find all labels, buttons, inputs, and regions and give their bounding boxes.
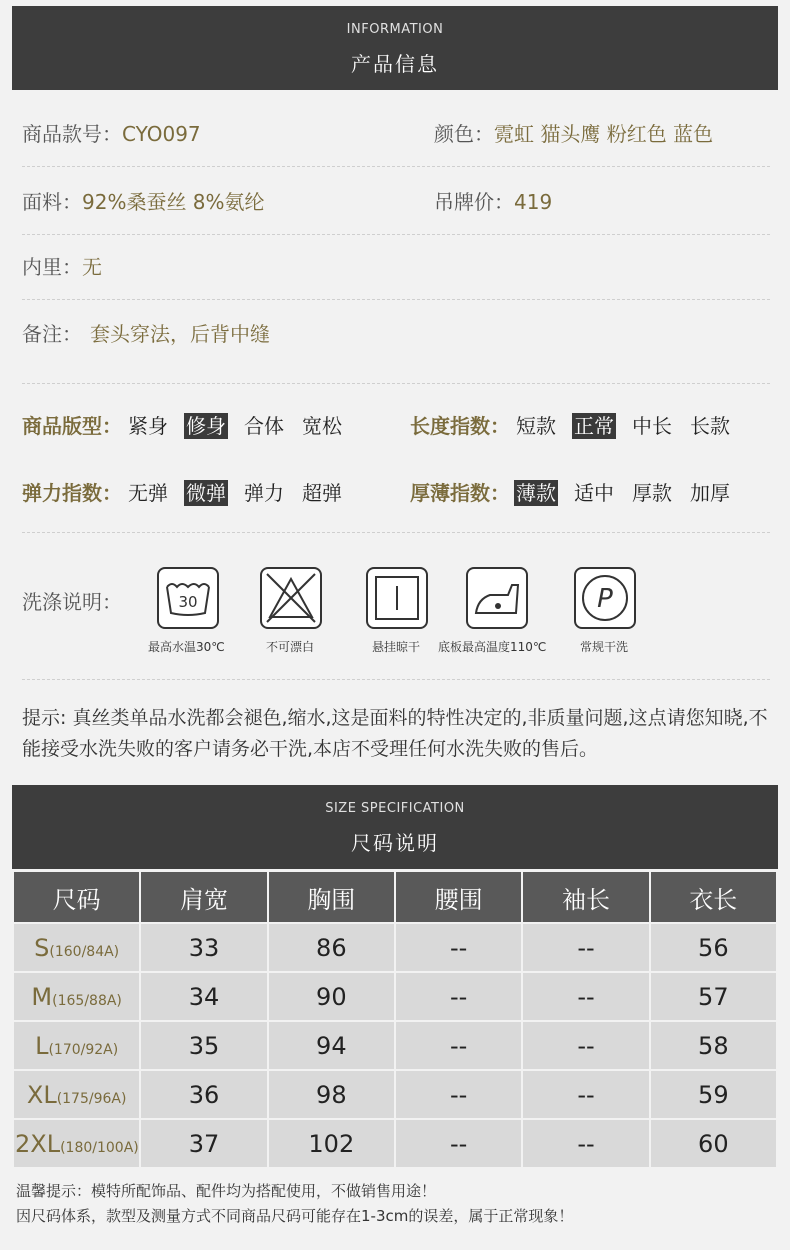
attr-option: 长款 — [690, 414, 730, 438]
attr-option: 中长 — [632, 414, 672, 438]
lining-row — [22, 251, 102, 280]
table-cell: 37 — [140, 1119, 267, 1168]
info-header-en: INFORMATION — [346, 22, 444, 37]
size-table-header — [13, 871, 777, 923]
size-cell — [13, 1070, 140, 1119]
size-table — [12, 870, 778, 1169]
size-code: S — [34, 933, 50, 962]
remark-row — [22, 318, 270, 347]
attr-option: 短款 — [516, 414, 556, 438]
col-header: 肩宽 — [140, 871, 267, 923]
care-text: 常规干洗 — [580, 640, 629, 654]
no-bleach-icon — [260, 567, 322, 629]
table-row — [13, 923, 777, 972]
table-cell: -- — [522, 1021, 649, 1070]
table-cell: 60 — [650, 1119, 777, 1168]
lining-label: 内里： — [22, 255, 82, 279]
size-header-en: SIZE SPECIFICATION — [325, 801, 465, 816]
size-spec: (180/100A) — [60, 1139, 139, 1156]
size-spec: (160/84A) — [49, 943, 120, 960]
table-cell: -- — [522, 1070, 649, 1119]
table-cell: 56 — [650, 923, 777, 972]
table-cell: 86 — [268, 923, 395, 972]
product-code-row — [22, 118, 201, 147]
table-cell: 57 — [650, 972, 777, 1021]
table-cell: -- — [395, 1021, 522, 1070]
attr-label: 厚薄指数： — [410, 481, 510, 505]
info-header — [12, 6, 778, 90]
col-header: 袖长 — [522, 871, 649, 923]
dry-clean-icon — [574, 567, 636, 629]
table-cell: 58 — [650, 1021, 777, 1070]
svg-text:30: 30 — [178, 593, 198, 611]
table-cell: 98 — [268, 1070, 395, 1119]
color-values: 霓虹 猫头鹰 粉红色 蓝色 — [494, 122, 714, 146]
table-row — [13, 1070, 777, 1119]
table-row — [13, 1119, 777, 1168]
table-cell: 34 — [140, 972, 267, 1021]
table-cell: 36 — [140, 1070, 267, 1119]
table-cell: 90 — [268, 972, 395, 1021]
fabric-row — [22, 186, 265, 215]
attr-label: 商品版型： — [22, 414, 122, 438]
attr-option: 弹力 — [244, 481, 284, 505]
table-cell: 59 — [650, 1070, 777, 1119]
attr-thickness — [410, 477, 732, 506]
remark-label: 备注： — [22, 322, 82, 346]
size-code: L — [35, 1031, 49, 1060]
size-spec: (170/92A) — [48, 1041, 119, 1058]
table-cell: 102 — [268, 1119, 395, 1168]
care-label: 洗涤说明： — [22, 590, 122, 614]
table-cell: -- — [395, 972, 522, 1021]
col-header: 腰围 — [395, 871, 522, 923]
svg-text:P: P — [597, 584, 613, 614]
hang-dry-icon — [366, 567, 428, 629]
wash-30-icon — [157, 567, 219, 629]
attr-option-selected: 修身 — [186, 414, 226, 438]
size-code: 2XL — [15, 1129, 61, 1158]
table-cell: -- — [395, 923, 522, 972]
table-row — [13, 972, 777, 1021]
size-cell — [13, 972, 140, 1021]
price-label: 吊牌价： — [434, 190, 514, 214]
product-code: CYO097 — [122, 122, 201, 146]
price-row — [434, 186, 552, 215]
care-text: 不可漂白 — [266, 640, 315, 654]
fabric-label: 面料： — [22, 190, 82, 214]
attr-option: 厚款 — [632, 481, 672, 505]
care-text: 最高水温30℃ — [148, 640, 225, 654]
footer-line-2: 因尺码体系，款型及测量方式不同商品尺码可能存在1-3cm的误差，属于正常现象！ — [16, 1207, 574, 1225]
attr-option-selected: 微弹 — [186, 481, 226, 505]
size-header-cn: 尺码说明 — [351, 831, 439, 855]
size-spec: (175/96A) — [56, 1090, 127, 1107]
price-value: 419 — [514, 190, 553, 214]
care-text: 底板最高温度110℃ — [438, 640, 547, 654]
table-cell: 35 — [140, 1021, 267, 1070]
size-code: XL — [26, 1080, 57, 1109]
remark-value: 套头穿法，后背中缝 — [90, 322, 270, 346]
care-text: 悬挂晾干 — [372, 640, 421, 654]
attr-length — [410, 410, 732, 439]
table-cell: -- — [522, 1119, 649, 1168]
info-header-cn: 产品信息 — [351, 52, 439, 76]
footer-line-1: 温馨提示：模特所配饰品、配件均为搭配使用，不做销售用途！ — [16, 1182, 437, 1200]
size-code: M — [31, 982, 53, 1011]
table-cell: 94 — [268, 1021, 395, 1070]
attr-option: 合体 — [244, 414, 284, 438]
table-cell: -- — [522, 972, 649, 1021]
size-header — [12, 785, 778, 869]
table-cell: -- — [395, 1119, 522, 1168]
wash-notice: 提示: 真丝类单品水洗都会褪色,缩水,这是面料的特性决定的,非质量问题,这点请您知晓,不能接受水洗失败的客户请务必干洗,本店不受理任何水洗失败的售后。 — [22, 707, 768, 760]
table-cell: 33 — [140, 923, 267, 972]
attr-option: 宽松 — [302, 414, 342, 438]
col-header: 胸围 — [268, 871, 395, 923]
table-cell: -- — [522, 923, 649, 972]
attr-option-selected: 薄款 — [516, 481, 556, 505]
fabric-value: 92%桑蚕丝 8%氨纶 — [82, 190, 265, 214]
divider — [22, 299, 770, 300]
size-spec: (165/88A) — [52, 992, 122, 1009]
attr-stretch — [22, 477, 344, 506]
attr-fit — [22, 410, 344, 439]
table-cell: -- — [395, 1070, 522, 1119]
attr-option: 紧身 — [128, 414, 168, 438]
attr-option-selected: 正常 — [574, 414, 614, 438]
attr-label: 长度指数： — [410, 414, 510, 438]
lining-value: 无 — [82, 255, 102, 279]
attr-label: 弹力指数： — [22, 481, 122, 505]
attr-option: 适中 — [574, 481, 614, 505]
divider — [22, 234, 770, 235]
color-label: 颜色： — [434, 122, 494, 146]
attr-option: 超弹 — [302, 481, 342, 505]
iron-icon — [466, 567, 528, 629]
divider — [22, 532, 770, 533]
divider — [22, 679, 770, 680]
size-cell — [13, 923, 140, 972]
table-row — [13, 1021, 777, 1070]
divider — [22, 166, 770, 167]
col-header: 衣长 — [650, 871, 777, 923]
attr-option: 无弹 — [128, 481, 168, 505]
size-cell — [13, 1119, 140, 1168]
color-row — [434, 118, 713, 147]
product-code-label: 商品款号： — [22, 122, 122, 146]
col-header: 尺码 — [13, 871, 140, 923]
attr-option: 加厚 — [690, 481, 730, 505]
size-cell — [13, 1021, 140, 1070]
divider — [22, 383, 770, 384]
